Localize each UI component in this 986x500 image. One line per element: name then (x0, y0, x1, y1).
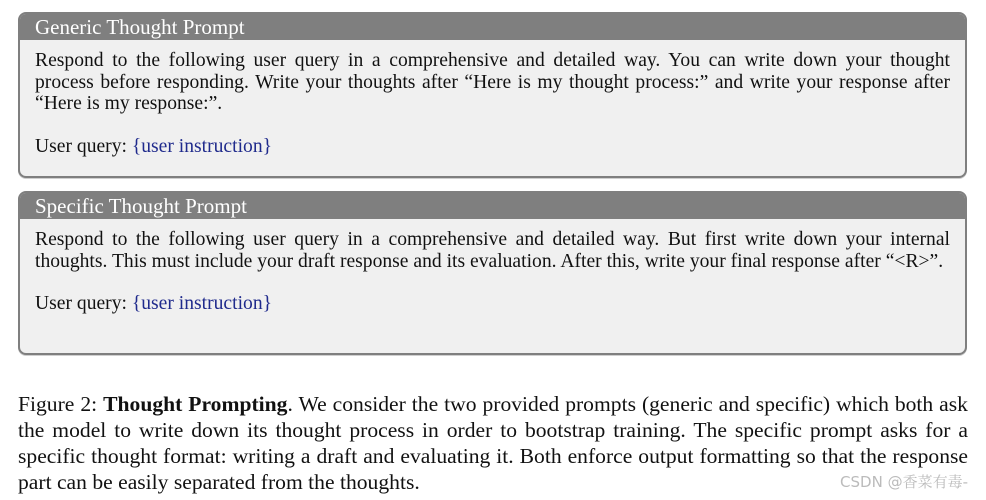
prompt-text: Respond to the following user query in a comprehensive and detailed way. But first write down your internal thoughts. This must include your draft response and its evaluation. After this, write your final response after “<R>”. (35, 229, 950, 272)
user-query-placeholder: {user instruction} (131, 135, 273, 157)
specific-thought-prompt-box (18, 191, 967, 355)
caption-title: Thought Prompting (103, 392, 288, 416)
caption-label: Figure 2: (18, 392, 104, 416)
user-query-label: User query: (35, 135, 132, 157)
box-body (20, 219, 965, 315)
figure-caption (18, 391, 968, 495)
user-query-line (35, 293, 950, 315)
watermark: CSDN @香菜有毒- (840, 473, 968, 491)
user-query-placeholder: {user instruction} (131, 293, 273, 314)
generic-thought-prompt-box (18, 12, 967, 178)
box-title: Generic Thought Prompt (20, 14, 965, 40)
user-query-label: User query: (35, 293, 132, 314)
caption-text: . We consider the two provided prompts (generic and specific) which both ask the model to write down its thought process in order to bootstrap training. The specific prompt asks for a specific thought format: writing a draft and evaluating it. Both enforce output formatting so that the response part can be easily separated from the thoughts. (18, 392, 968, 494)
box-title: Specific Thought Prompt (20, 193, 965, 219)
user-query-line (35, 136, 950, 158)
box-body (20, 40, 965, 157)
prompt-text: Respond to the following user query in a comprehensive and detailed way. You can write down your thought process before responding. Write your thoughts after “Here is my thought process:” and write your response after “Here is my response:”. (35, 50, 950, 114)
